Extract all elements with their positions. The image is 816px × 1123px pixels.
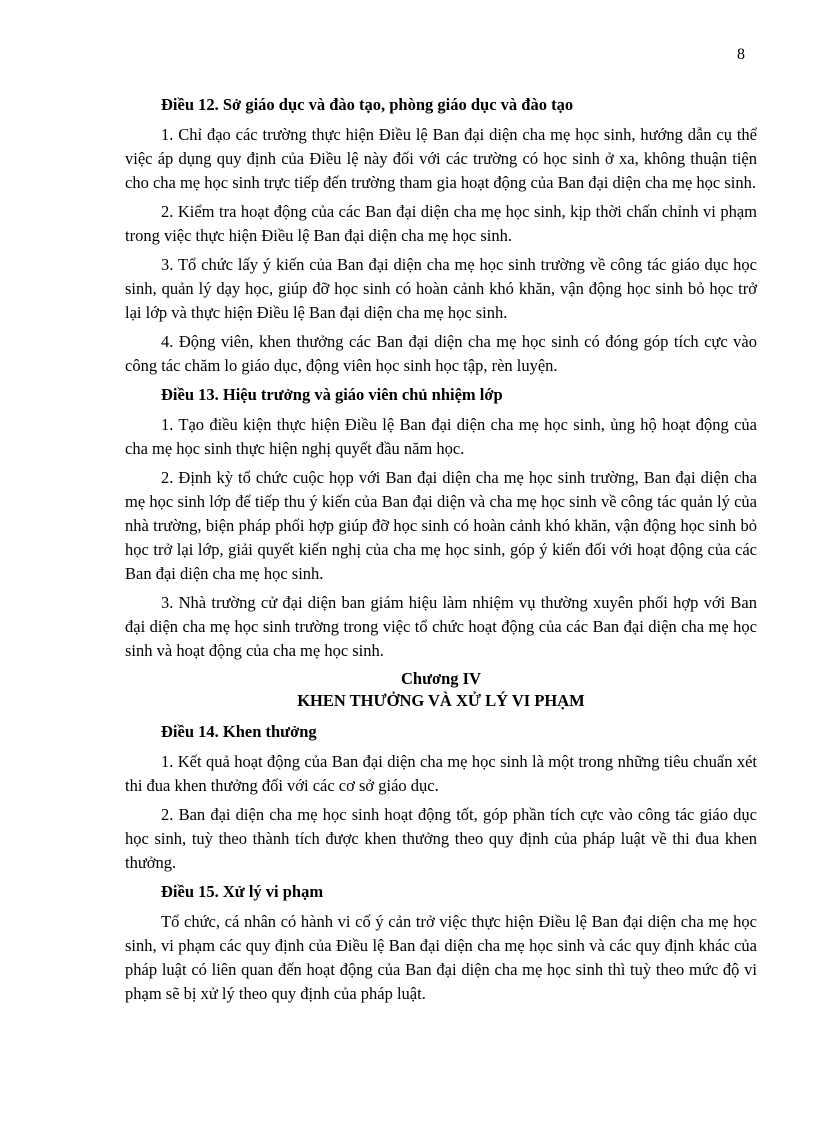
article-paragraph: 3. Nhà trường cử đại diện ban giám hiệu làm nhiệm vụ thường xuyên phối hợp với Ban đại diện cha mẹ học sinh trường trong việc tổ chức hoạt động của các Ban đại diện cha mẹ học sinh và hoạt động của cha mẹ học sinh. bbox=[125, 593, 757, 660]
article-paragraph: 2. Ban đại diện cha mẹ học sinh hoạt động tốt, góp phần tích cực vào công tác giáo dục học sinh, tuỳ theo thành tích được khen thưởng theo quy định của pháp luật về thi đua khen thưởng. bbox=[125, 805, 757, 872]
document-body bbox=[125, 93, 757, 1011]
article-paragraph: 4. Động viên, khen thưởng các Ban đại diện cha mẹ học sinh có đóng góp tích cực vào công tác chăm lo giáo dục, động viên học sinh học tập, rèn luyện. bbox=[125, 332, 757, 375]
article-paragraph: 1. Chỉ đạo các trường thực hiện Điều lệ Ban đại diện cha mẹ học sinh, hướng dẫn cụ thể việc áp dụng quy định của Điều lệ này đối với các trường có học sinh ở xa, không thuận tiện cho cha mẹ học sinh trực tiếp đến trường tham gia hoạt động của Ban đại diện cha mẹ học sinh. bbox=[125, 125, 757, 192]
article-paragraph: 2. Định kỳ tổ chức cuộc họp với Ban đại diện cha mẹ học sinh trường, Ban đại diện cha mẹ học sinh lớp để tiếp thu ý kiến của Ban đại diện và cha mẹ học sinh về công tác quản lý của nhà trường, biện pháp phối hợp giúp đỡ học sinh có hoàn cảnh khó khăn, vận động học sinh bỏ học trở lại lớp, giải quyết kiến nghị của cha mẹ học sinh, góp ý kiến đối với hoạt động của các Ban đại diện cha mẹ học sinh. bbox=[125, 468, 757, 583]
article-heading: Điều 14. Khen thưởng bbox=[161, 722, 317, 741]
article-12 bbox=[125, 93, 757, 378]
article-14 bbox=[125, 720, 757, 875]
chapter-title: KHEN THƯỞNG VÀ XỬ LÝ VI PHẠM bbox=[297, 691, 585, 710]
chapter-number: Chương IV bbox=[400, 669, 482, 688]
article-paragraph: 3. Tổ chức lấy ý kiến của Ban đại diện cha mẹ học sinh trường về công tác giáo dục học sinh, quản lý dạy học, giúp đỡ học sinh có hoàn cảnh khó khăn, vận động học sinh bỏ học trở lại lớp và thực hiện Điều lệ Ban đại diện cha mẹ học sinh. bbox=[125, 255, 757, 322]
article-paragraph: 1. Kết quả hoạt động của Ban đại diện cha mẹ học sinh là một trong những tiêu chuẩn xét thi đua khen thưởng đối với các cơ sở giáo dục. bbox=[125, 752, 757, 795]
article-paragraph: 1. Tạo điều kiện thực hiện Điều lệ Ban đại diện cha mẹ học sinh, ủng hộ hoạt động của cha mẹ học sinh thực hiện nghị quyết đầu năm học. bbox=[125, 415, 757, 458]
article-paragraph: 2. Kiểm tra hoạt động của các Ban đại diện cha mẹ học sinh, kịp thời chấn chỉnh vi phạm trong việc thực hiện Điều lệ Ban đại diện cha mẹ học sinh. bbox=[125, 202, 757, 245]
article-heading: Điều 15. Xử lý vi phạm bbox=[161, 882, 324, 901]
chapter-heading bbox=[125, 668, 757, 712]
article-15 bbox=[125, 880, 757, 1006]
article-heading: Điều 13. Hiệu trưởng và giáo viên chủ nhiệm lớp bbox=[161, 385, 503, 404]
article-13 bbox=[125, 383, 757, 663]
article-paragraph: Tổ chức, cá nhân có hành vi cố ý cản trở việc thực hiện Điều lệ Ban đại diện cha mẹ học sinh, vi phạm các quy định của Điều lệ Ban đại diện cha mẹ học sinh và các quy định khác của pháp luật có liên quan đến hoạt động của Ban đại diện cha mẹ học sinh thì tuỳ theo mức độ vi phạm sẽ bị xử lý theo quy định của pháp luật. bbox=[125, 912, 757, 1003]
article-heading: Điều 12. Sở giáo dục và đào tạo, phòng giáo dục và đào tạo bbox=[161, 95, 574, 114]
page-number: 8 bbox=[737, 46, 745, 63]
